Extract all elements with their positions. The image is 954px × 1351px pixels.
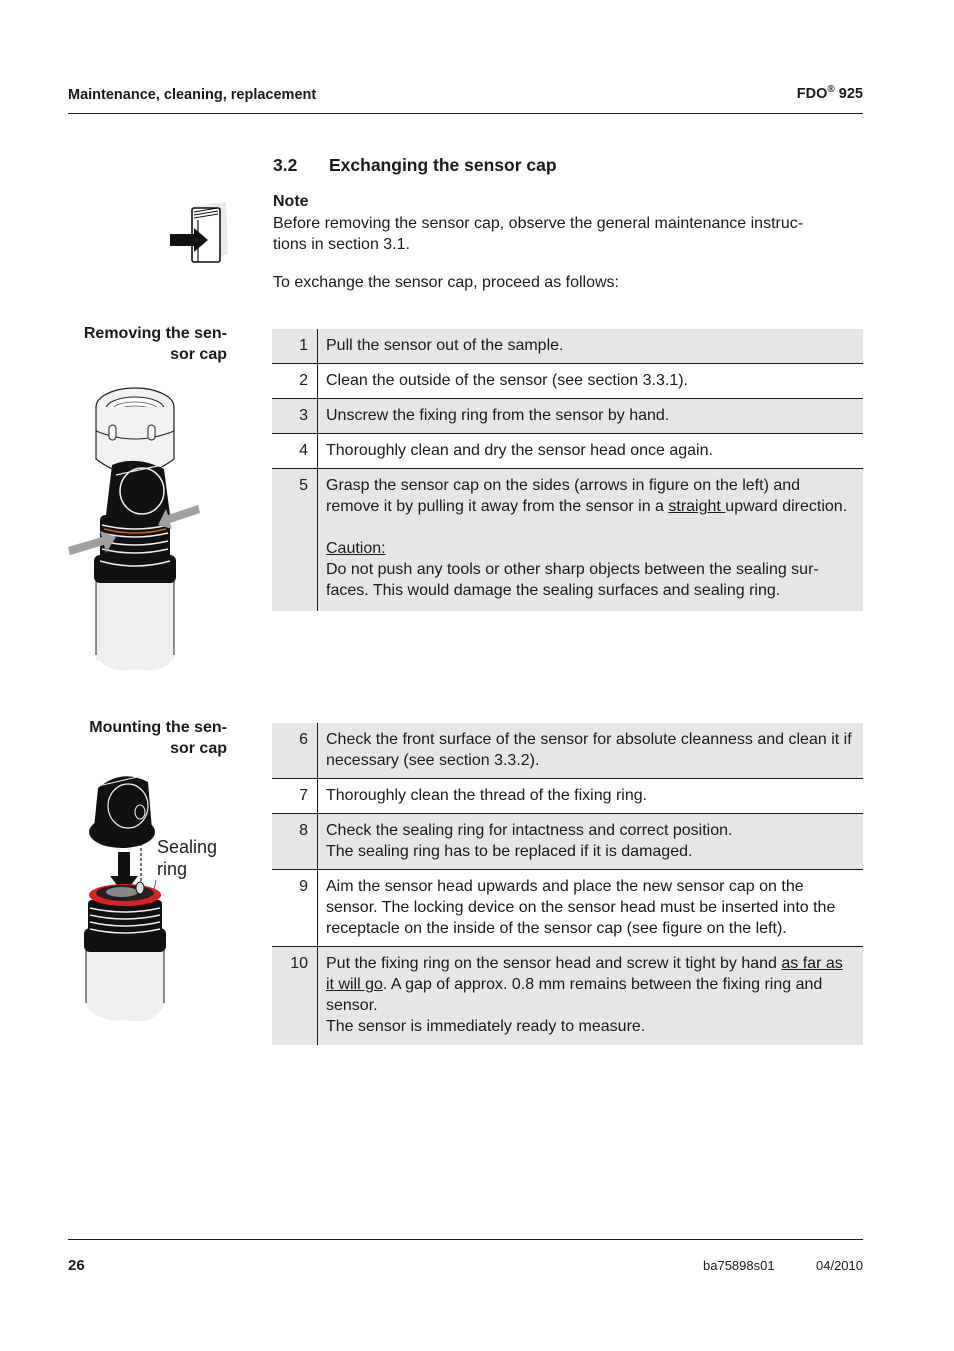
step-text-line: Check the sealing ring for intactness and correct position.: [326, 822, 733, 839]
table-row: [272, 814, 863, 870]
note-line-1: Before removing the sensor cap, observe the general maintenance instruc-: [273, 215, 804, 232]
sensor-illustration: [94, 461, 176, 671]
mounting-label: [89, 717, 227, 759]
table-row: [272, 947, 863, 1046]
caution-label: Caution:: [326, 540, 386, 557]
step-text: [318, 947, 864, 1046]
step-number: 10: [272, 947, 318, 1046]
removing-steps-table: [272, 329, 863, 611]
step-text: Check the front surface of the sensor for absolute cleanness and clean it if necessary (see section 3.3.2).: [318, 723, 864, 779]
note-title: Note: [273, 193, 309, 210]
mounting-label-line-1: Mounting the sen-: [89, 719, 227, 736]
step-text: Thoroughly clean and dry the sensor head once again.: [326, 442, 713, 459]
step-number: 2: [272, 364, 318, 399]
step-text-line: The sensor is immediately ready to measure.: [326, 1018, 646, 1035]
caution-text: Do not push any tools or other sharp objects between the sealing sur-faces. This would damage the sealing surfaces and sealing ring.: [326, 561, 819, 599]
table-row: [272, 399, 863, 434]
section-title: [273, 155, 557, 176]
running-header-product: [797, 84, 863, 102]
mounting-figure: [82, 768, 232, 1028]
step-text-part: . A gap of approx. 0.8 mm remains between the fixing ring and sensor.: [326, 976, 823, 1014]
note-text: [273, 213, 873, 255]
product-model: 925: [838, 85, 863, 102]
callout-line-1: Sealing: [157, 837, 218, 857]
step-number: 1: [272, 329, 318, 364]
sensor-illustration: [84, 882, 166, 1021]
step-text-part: upward direction.: [725, 498, 848, 515]
table-row: [272, 870, 863, 947]
removing-label-line-1: Removing the sen-: [83, 325, 227, 342]
removing-figure: [66, 385, 206, 675]
book-arrow-icon: [168, 200, 230, 266]
callout-line-2: ring: [157, 859, 188, 879]
step-number: 9: [272, 870, 318, 947]
step-text: [318, 469, 864, 612]
intro-text: To exchange the sensor cap, proceed as follows:: [273, 274, 619, 291]
step-number: 4: [272, 434, 318, 469]
section-title-text: Exchanging the sensor cap: [329, 155, 557, 175]
mounting-steps-table: [272, 723, 863, 1045]
document-id: ba75898s01: [703, 1258, 775, 1273]
sensor-cap-illustration: [89, 776, 155, 848]
step-number: 3: [272, 399, 318, 434]
document-date: 04/2010: [816, 1258, 863, 1273]
step-text-emphasis: as far as it will go: [326, 955, 843, 993]
table-row: [272, 329, 863, 364]
step-text-line: The sealing ring has to be replaced if it is damaged.: [326, 843, 693, 860]
removing-label-line-2: sor cap: [170, 346, 227, 363]
step-text-part: Grasp the sensor cap on the sides (arrows in figure on the left) and remove it by pulling it away from the sensor in a: [326, 477, 801, 515]
table-row: [272, 779, 863, 814]
page-number: 26: [68, 1257, 85, 1274]
step-number: 5: [272, 469, 318, 612]
table-row: [272, 434, 863, 469]
step-number: 7: [272, 779, 318, 814]
header-rule: [68, 113, 863, 114]
removing-label: [84, 323, 227, 365]
step-text-part: Put the fixing ring on the sensor head and screw it tight by hand: [326, 955, 782, 972]
step-text: Thoroughly clean the thread of the fixing ring.: [326, 787, 648, 804]
section-number: 3.2: [273, 155, 298, 175]
step-text: Unscrew the fixing ring from the sensor by hand.: [318, 399, 864, 434]
table-row: [272, 469, 863, 612]
running-header-chapter: Maintenance, cleaning, replacement: [68, 87, 317, 103]
step-number: 6: [272, 723, 318, 779]
step-text: Pull the sensor out of the sample.: [318, 329, 864, 364]
footer-rule: [68, 1239, 863, 1240]
step-text-emphasis: straight: [668, 498, 726, 515]
step-text: Aim the sensor head upwards and place the new sensor cap on the sensor. The locking device on the sensor head must be inserted into the receptacle on the inside of the sensor cap (see figure on the left).: [326, 878, 836, 937]
registered-mark: ®: [827, 84, 835, 95]
sealing-ring-callout: [157, 836, 217, 880]
step-number: 8: [272, 814, 318, 870]
table-row: [272, 364, 863, 399]
note-line-2: tions in section 3.1.: [273, 236, 410, 253]
step-text: [318, 814, 864, 870]
table-row: [272, 723, 863, 779]
step-text: Clean the outside of the sensor (see section 3.3.1).: [326, 372, 688, 389]
mounting-label-line-2: sor cap: [170, 740, 227, 757]
product-name: FDO: [796, 85, 828, 102]
